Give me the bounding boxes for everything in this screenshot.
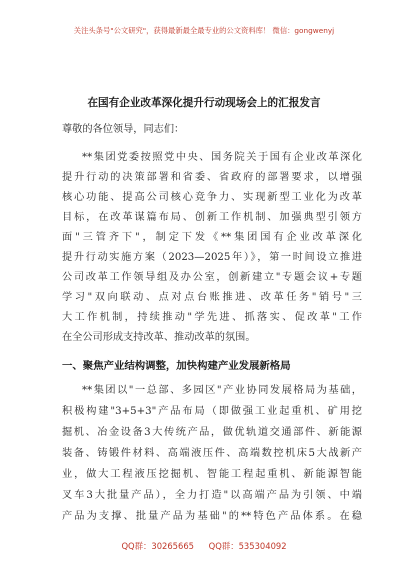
paragraph-line: 积极构建"3+5+3"产品布局（即做强工业起重机、矿用挖	[62, 406, 362, 417]
section-heading: 一、聚焦产业结构调整，加快构建产业发展新格局	[62, 360, 291, 372]
paragraph-line: 掘机、冶金设备3大传统产品，做优轨道交通部件、新能源	[62, 427, 362, 438]
paragraph-line: 提升行动的决策部署和省委、省政府的部署要求，以增强	[62, 172, 362, 183]
paragraph-line: 叉车3大批量产品），全力打造"以高端产品为引领、中端	[62, 490, 362, 501]
paragraph-line: 目标，在改革谋篇布局、创新工作机制、加强典型引领方	[62, 212, 362, 223]
paragraph-line: 学习"双向联动、点对点台账推进、改革任务"销号"三	[62, 292, 362, 303]
salutation: 尊敬的各位领导，同志们：	[62, 124, 185, 135]
paragraph-line: 业，做大工程液压挖掘机、智能工程起重机、新能源智能	[62, 469, 362, 480]
paragraph-line: 在全公司形成支持改革、推动改革的氛围。	[62, 332, 256, 343]
paragraph-line: 面"三管齐下"，制定下发《**集团国有企业改革深化	[62, 232, 362, 243]
qq-group-1: QQ群：30265665	[121, 541, 194, 551]
paragraph-line: 公司改革工作领导组及办公室，创新建立"专题会议+专题	[62, 272, 362, 283]
qq-group-2: QQ群：535304092	[208, 541, 287, 551]
header-banner: 关注头条号"公文研究"，获得最新最全最专业的公文资料库！ 微信：gongwenyj	[73, 26, 335, 35]
footer	[0, 540, 408, 552]
paragraph-line: 提升行动实施方案（2023—2025年）》，第一时间设立推进	[62, 252, 362, 263]
paragraph-line: 装备、铸锻件材料、高端液压件、高端数控机床5大战新产	[62, 448, 362, 459]
paragraph-line: 产品为支撑、批量产品为基础"的**特色产品体系。在稳	[62, 511, 362, 522]
paragraph-line: 大工作机制，持续推动"学先进、抓落实、促改革"工作	[62, 312, 362, 323]
paragraph-line: **集团党委按照党中央、国务院关于国有企业改革深化	[82, 152, 362, 163]
paragraph-line: 核心功能、提高公司核心竞争力、实现新型工业化为改革	[62, 192, 362, 203]
paragraph-line: **集团以"一总部、多园区"产业协同发展格局为基础，	[82, 385, 362, 396]
document-title: 在国有企业改革深化提升行动现场会上的汇报发言	[87, 97, 321, 109]
